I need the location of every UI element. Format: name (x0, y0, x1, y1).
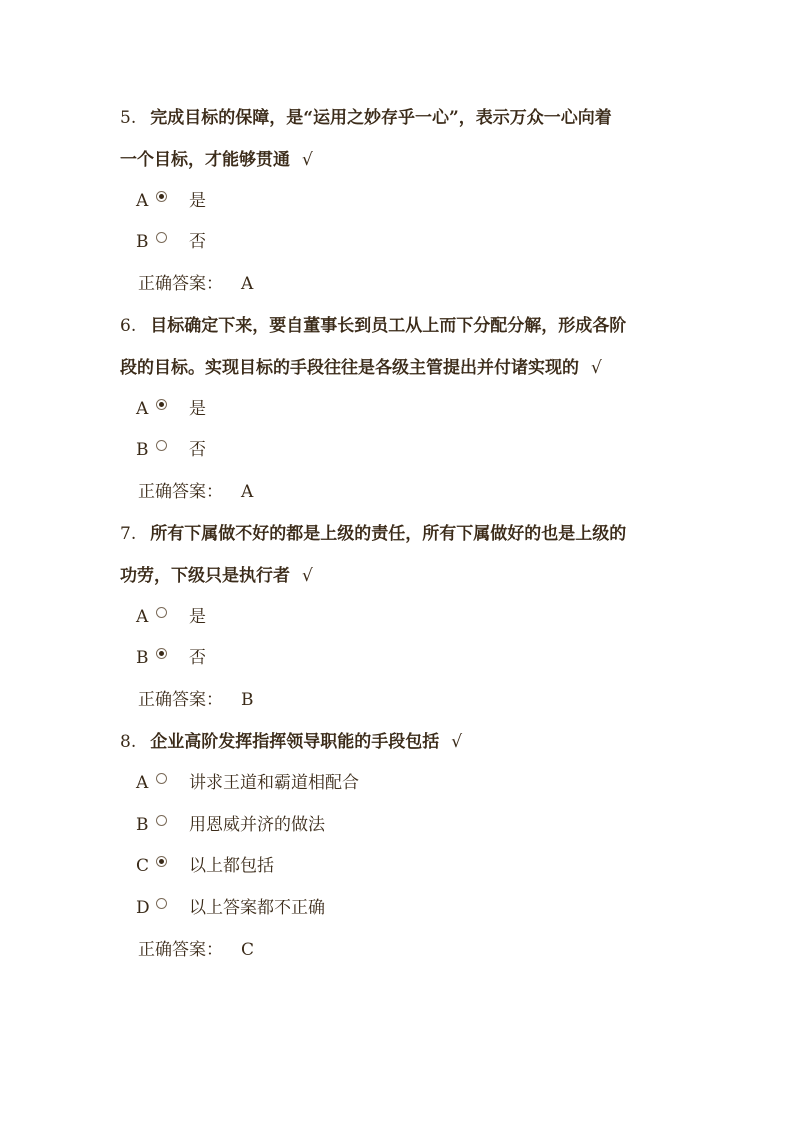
option-text: 是 (189, 399, 206, 419)
question-6 (120, 305, 680, 389)
option-text: 用恩威并济的做法 (189, 815, 325, 835)
radio-icon[interactable] (156, 607, 167, 618)
option-b[interactable] (136, 646, 206, 670)
option-text: 是 (189, 607, 206, 627)
option-b[interactable] (136, 813, 325, 837)
answer-value: C (241, 940, 255, 960)
option-letter: A (136, 191, 149, 211)
option-a[interactable] (136, 189, 206, 213)
answer-label: 正确答案： (138, 482, 223, 502)
option-letter: B (136, 232, 149, 252)
option-text: 以上答案都不正确 (189, 898, 325, 918)
answer-value: A (241, 482, 254, 502)
option-c[interactable] (136, 854, 274, 878)
answer-value: B (241, 690, 254, 710)
option-letter: D (136, 898, 150, 918)
correct-answer (138, 272, 253, 296)
option-text: 否 (189, 648, 206, 668)
question-text: 完成目标的保障，是“运用之妙存乎一心”，表示万众一心向着 (150, 108, 612, 128)
question-text: 企业高阶发挥指挥领导职能的手段包括 (150, 732, 440, 752)
question-number: 7. (120, 524, 137, 544)
check-mark: √ (591, 358, 602, 378)
option-letter: B (136, 815, 149, 835)
radio-icon[interactable] (156, 191, 167, 202)
option-text: 讲求王道和霸道相配合 (189, 773, 359, 793)
question-number: 6. (120, 316, 137, 336)
question-text-cont: 一个目标，才能够贯通 (120, 150, 290, 170)
answer-value: A (241, 274, 254, 294)
question-7 (120, 513, 680, 597)
option-a[interactable] (136, 771, 359, 795)
check-mark: √ (451, 732, 463, 752)
answer-label: 正确答案： (138, 690, 223, 710)
option-text: 以上都包括 (189, 856, 274, 876)
option-b[interactable] (136, 438, 206, 462)
option-text: 否 (189, 440, 206, 460)
option-letter: A (136, 607, 149, 627)
option-b[interactable] (136, 230, 206, 254)
correct-answer (138, 480, 253, 504)
question-8 (120, 721, 680, 763)
answer-label: 正确答案： (138, 940, 223, 960)
option-d[interactable] (136, 896, 325, 920)
option-letter: A (136, 773, 149, 793)
check-mark: √ (302, 566, 313, 586)
answer-label: 正确答案： (138, 274, 223, 294)
check-mark: √ (302, 150, 313, 170)
option-letter: A (136, 399, 149, 419)
question-text-cont: 段的目标。实现目标的手段往往是各级主管提出并付诸实现的 (120, 358, 579, 378)
option-text: 否 (189, 232, 206, 252)
radio-icon[interactable] (156, 815, 167, 826)
question-5 (120, 97, 680, 181)
correct-answer (138, 938, 254, 962)
option-a[interactable] (136, 605, 206, 629)
radio-icon[interactable] (156, 440, 167, 451)
radio-icon[interactable] (156, 648, 167, 659)
question-number: 8. (120, 732, 137, 752)
radio-icon[interactable] (156, 773, 167, 784)
question-text: 目标确定下来，要自董事长到员工从上而下分配分解，形成各阶 (150, 316, 627, 336)
radio-icon[interactable] (156, 898, 167, 909)
option-letter: C (136, 856, 150, 876)
option-text: 是 (189, 191, 206, 211)
question-text: 所有下属做不好的都是上级的责任，所有下属做好的也是上级的 (150, 524, 627, 544)
option-letter: B (136, 440, 149, 460)
question-number: 5. (120, 108, 137, 128)
option-a[interactable] (136, 397, 206, 421)
question-text-cont: 功劳，下级只是执行者 (120, 566, 290, 586)
radio-icon[interactable] (156, 232, 167, 243)
radio-icon[interactable] (156, 856, 167, 867)
option-letter: B (136, 648, 149, 668)
radio-icon[interactable] (156, 399, 167, 410)
correct-answer (138, 688, 254, 712)
